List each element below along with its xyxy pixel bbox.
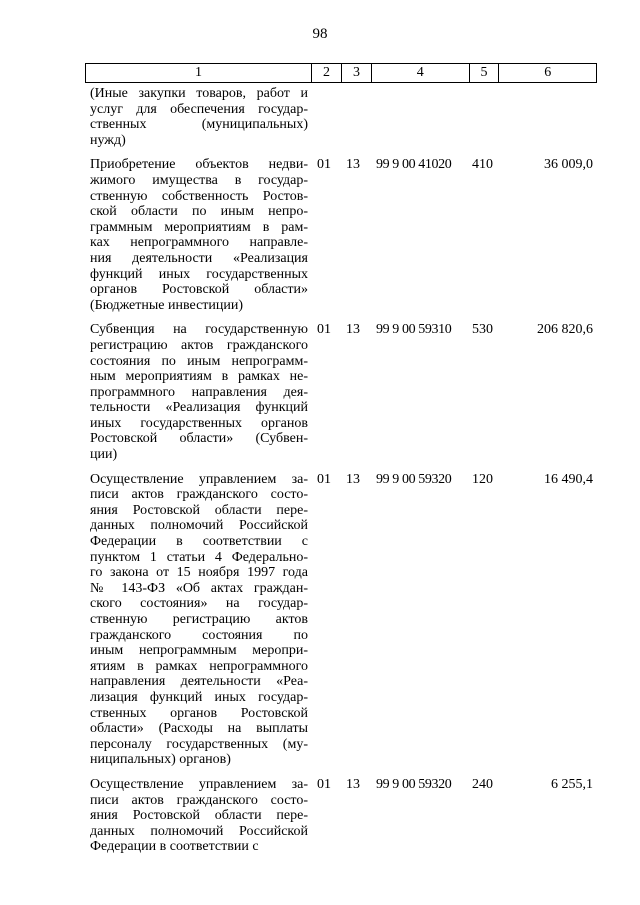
amount-value: 36 009,0: [544, 157, 593, 173]
description-line: данных полномочий Российской: [90, 518, 308, 534]
description-line: ятиям в рамках непрограммного: [90, 658, 308, 674]
description-line: № 143-ФЗ «Об актах граждан-: [90, 580, 308, 596]
description-line: Приобретение объектов недви-: [90, 157, 308, 173]
description-line: Осуществление управлением за-: [90, 471, 308, 487]
description-line: нужд): [90, 132, 126, 148]
page-number: 98: [312, 26, 328, 42]
expense-type-code: [470, 86, 500, 148]
description-line: (Иные закупки товаров, работ и: [90, 86, 308, 101]
table-row: [85, 322, 597, 462]
target-article-code: 99 9 00 59320: [376, 776, 452, 792]
amount-value: 6 255,1: [551, 776, 593, 792]
target-article-code: 99 9 00 59310: [376, 322, 452, 338]
row-description: [85, 472, 312, 768]
expense-type-code: 530: [472, 322, 493, 338]
description-line: лизация функций иных государ-: [90, 689, 308, 705]
description-line: ным мероприятиям в рамках не-: [90, 369, 308, 385]
header-col-2: 2: [312, 64, 342, 82]
description-line: программного направления дея-: [90, 384, 308, 400]
description-line: области» (Расходы на выплаты: [90, 721, 308, 737]
amount-value: 16 490,4: [544, 471, 593, 487]
description-line: Федерации в соответствии с: [90, 839, 259, 855]
section-code: [312, 86, 342, 148]
description-line: функций иных государственных: [90, 266, 308, 282]
description-line: ской области по иным непро-: [90, 204, 308, 220]
subsection-code: [342, 86, 372, 148]
table-row: [85, 86, 597, 148]
description-line: ниципальных) органов): [90, 752, 231, 768]
description-line: Федерации в соответствии с: [90, 534, 308, 550]
table-header: [85, 63, 597, 83]
description-line: пунктом 1 статьи 4 Федерально-: [90, 549, 308, 565]
description-line: ственную собственность Ростов-: [90, 188, 308, 204]
description-line: иных государственных органов: [90, 415, 308, 431]
row-description: [85, 86, 312, 148]
description-line: тельности «Реализация функций: [90, 400, 308, 416]
description-line: жимого имущества в государ-: [90, 172, 308, 188]
section-code: 01: [317, 157, 331, 173]
table-body: [85, 86, 597, 855]
description-line: го закона от 15 ноября 1997 года: [90, 565, 308, 581]
header-col-3: 3: [342, 64, 372, 82]
description-line: Ростовской области» (Субвен-: [90, 431, 308, 447]
description-line: данных полномочий Российской: [90, 823, 308, 839]
description-line: (Бюджетные инвестиции): [90, 297, 244, 313]
section-code: 01: [317, 776, 331, 792]
target-article-code: 99 9 00 59320: [376, 471, 452, 487]
description-line: гражданского состояния по: [90, 627, 308, 643]
expense-type-code: 410: [472, 157, 493, 173]
expense-type-code: 120: [472, 471, 493, 487]
description-line: услуг для обеспечения государ-: [90, 101, 308, 117]
description-line: писи актов гражданского состо-: [90, 487, 308, 503]
header-col-1: 1: [86, 64, 312, 82]
description-line: ции): [90, 447, 118, 463]
expense-type-code: 240: [472, 776, 493, 792]
amount-value: 206 820,6: [537, 322, 593, 338]
description-line: ственных органов Ростовской: [90, 705, 308, 721]
description-line: состояния по иным непрограмм-: [90, 353, 308, 369]
table-row: [85, 472, 597, 768]
table-row: [85, 777, 597, 855]
description-line: ках непрограммного направле-: [90, 235, 308, 251]
description-line: яния Ростовской области пере-: [90, 808, 308, 824]
description-line: ния деятельности «Реализация: [90, 250, 308, 266]
description-line: Субвенция на государственную: [90, 322, 308, 338]
description-line: органов Ростовской области»: [90, 282, 308, 298]
description-line: иным непрограммным меропри-: [90, 643, 308, 659]
target-article-code: 99 9 00 41020: [376, 157, 452, 173]
subsection-code: 13: [346, 776, 360, 792]
row-description: [85, 322, 312, 462]
description-line: граммным мероприятиям в рам-: [90, 219, 308, 235]
header-col-4: 4: [372, 64, 470, 82]
description-line: писи актов гражданского состо-: [90, 792, 308, 808]
description-line: направления деятельности «Реа-: [90, 674, 308, 690]
subsection-code: 13: [346, 157, 360, 173]
target-article-code: [372, 86, 470, 148]
row-description: [85, 157, 312, 313]
description-line: регистрацию актов гражданского: [90, 337, 308, 353]
header-col-6: 6: [544, 65, 552, 80]
table-row: [85, 157, 597, 313]
description-line: Осуществление управлением за-: [90, 776, 308, 792]
section-code: 01: [317, 471, 331, 487]
description-line: ского состояния» на государ-: [90, 596, 308, 612]
subsection-code: 13: [346, 471, 360, 487]
description-line: яния Ростовской области пере-: [90, 502, 308, 518]
description-line: ственную регистрацию актов: [90, 612, 308, 627]
section-code: 01: [317, 322, 331, 338]
subsection-code: 13: [346, 322, 360, 338]
header-col-5: 5: [470, 64, 500, 82]
row-description: [85, 777, 312, 855]
amount-value: [500, 86, 597, 148]
description-line: ственных (муниципальных): [90, 117, 308, 133]
description-line: персоналу государственных (му-: [90, 736, 308, 752]
